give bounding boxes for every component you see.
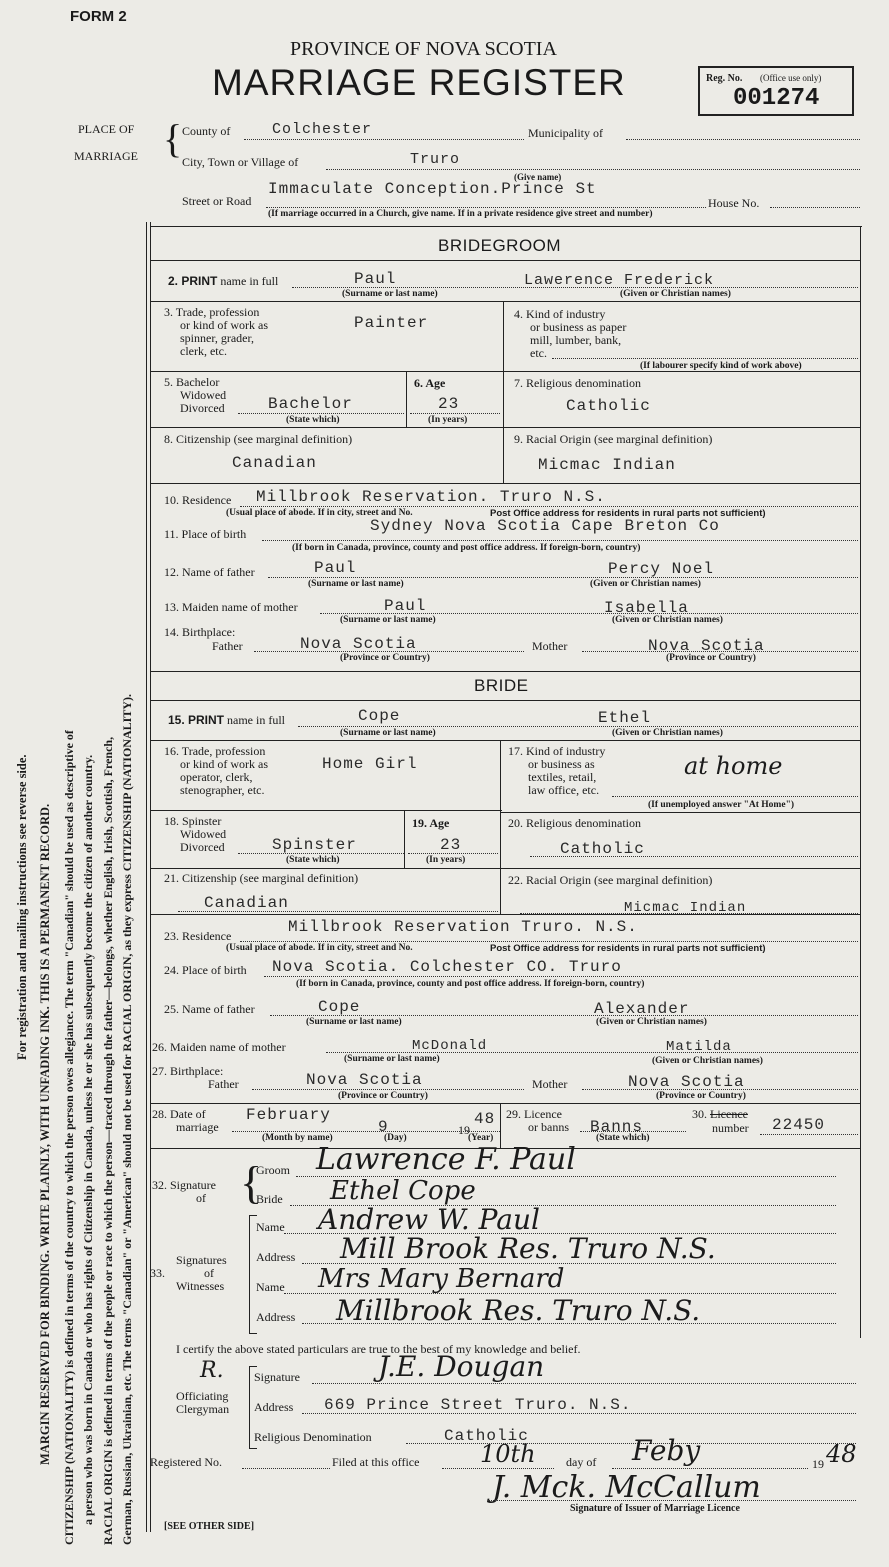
bride-citizenship: Canadian xyxy=(204,894,289,912)
filed-label: Filed at this office xyxy=(332,1455,420,1469)
f27-label: 27. Birthplace: xyxy=(152,1064,224,1078)
see-other-side: [SEE OTHER SIDE] xyxy=(164,1521,255,1532)
groom-years-note: (In years) xyxy=(428,415,468,425)
f26-label: 26. Maiden name of mother xyxy=(152,1040,286,1054)
bride-mother-bp: Nova Scotia xyxy=(628,1073,745,1091)
groom-father-surname: Paul xyxy=(314,559,357,577)
year-note: (Year) xyxy=(468,1133,494,1143)
bride-religion: Catholic xyxy=(560,840,645,858)
municipality-label: Municipality of xyxy=(528,126,603,140)
groom-father-given: Percy Noel xyxy=(608,560,715,578)
year-filed: 48 xyxy=(826,1440,857,1468)
f33-l2: of xyxy=(204,1266,214,1280)
father-province-note: (Province or Country) xyxy=(340,653,430,663)
margin-line-2: MARGIN RESERVED FOR BINDING. WRITE PLAINLY, WITH UNFADING INK. THIS IS A PERMANENT RECORD. xyxy=(38,803,52,1465)
bride-signature: Ethel Cope xyxy=(330,1176,476,1206)
banns-state-note: (State which) xyxy=(596,1133,650,1143)
bm-province-note: (Province or Country) xyxy=(656,1091,746,1101)
groom-age: 23 xyxy=(438,395,460,413)
f16-l3: operator, clerk, xyxy=(180,770,253,784)
bm-given-note: (Given or Christian names) xyxy=(652,1056,763,1066)
w1-name: Andrew W. Paul xyxy=(318,1203,540,1236)
f16-l1: 16. Trade, profession xyxy=(164,744,266,758)
f3-l1: 3. Trade, profession xyxy=(164,305,260,319)
f4-l4: etc. xyxy=(530,346,547,360)
bride-age: 23 xyxy=(440,836,462,854)
f14-label: 14. Birthplace: xyxy=(164,625,236,639)
groom-surname-note: (Surname or last name) xyxy=(342,289,438,299)
reg-box xyxy=(698,66,854,116)
f32-l1: 32. Signature xyxy=(152,1178,216,1192)
clergy-religion: Catholic xyxy=(444,1427,529,1445)
month-filed: Feby xyxy=(632,1434,701,1467)
f16-l4: stenographer, etc. xyxy=(180,783,265,797)
place-label-2: MARRIAGE xyxy=(74,149,139,163)
f10-label: 10. Residence xyxy=(164,493,232,507)
day-note: (Day) xyxy=(384,1133,407,1143)
f4-l3: mill, lumber, bank, xyxy=(530,333,622,347)
groom-mother-given: Isabella xyxy=(604,599,689,617)
clergy-address: 669 Prince Street Truro. N.S. xyxy=(324,1396,632,1414)
bride-father-bp: Nova Scotia xyxy=(306,1071,423,1089)
birth-note: (If born in Canada, province, county and post office address. If foreign-born, country) xyxy=(292,543,641,553)
street-value: Immaculate Conception.Prince St xyxy=(268,180,597,198)
w1-address: Mill Brook Res. Truro N.S. xyxy=(340,1232,716,1265)
w1-address-label: Address xyxy=(256,1250,296,1264)
certify-text: I certify the above stated particulars are true to the best of my knowledge and belief. xyxy=(176,1342,581,1356)
place-label-1: PLACE OF xyxy=(78,122,135,136)
groom-residence: Millbrook Reservation. Truro N.S. xyxy=(256,488,606,506)
give-name-note: (Give name) xyxy=(514,172,562,182)
groom-sig-label: Groom xyxy=(256,1163,290,1177)
marriage-month: February xyxy=(246,1106,331,1124)
bf-given-note: (Given or Christian names) xyxy=(596,1017,707,1027)
groom-heading: BRIDEGROOM xyxy=(438,236,562,255)
bride-mother-surname: McDonald xyxy=(412,1038,488,1054)
f27-mother-label: Mother xyxy=(532,1077,568,1091)
f22-label: 22. Racial Origin (see marginal definition) xyxy=(508,873,713,887)
bride-trade: Home Girl xyxy=(322,755,418,773)
f7-label: 7. Religious denomination xyxy=(514,376,641,390)
groom-father-bp: Nova Scotia xyxy=(300,635,417,653)
margin-line-6: German, Russian, Ukrainian, etc. The terms "Canadian" or "American" should not be used for RACIAL ORIGIN, as they express CITIZENSHIP (NATIONALITY). xyxy=(120,694,134,1545)
f14-father-label: Father xyxy=(212,639,243,653)
w2-name: Mrs Mary Bernard xyxy=(318,1264,565,1294)
bride-status: Spinster xyxy=(272,836,357,854)
f4-l2: or business as paper xyxy=(530,320,627,334)
f20-label: 20. Religious denomination xyxy=(508,816,641,830)
f30-l2: number xyxy=(712,1121,749,1135)
groom-state-note: (State which) xyxy=(286,415,340,425)
bf-surname-note: (Surname or last name) xyxy=(306,1017,402,1027)
margin-line-3: CITIZENSHIP (NATIONALITY) is defined in terms of the country to which the person owes allegiance. The term "Canadian" should be used as descriptive of xyxy=(62,730,76,1545)
father-given-note: (Given or Christian names) xyxy=(590,579,701,589)
reg-label: Reg. No. xyxy=(706,73,743,84)
county-label: County of xyxy=(182,124,231,138)
clergy-address-label: Address xyxy=(254,1400,294,1414)
groom-trade: Painter xyxy=(354,314,429,332)
w2-address-label: Address xyxy=(256,1310,296,1324)
bride-given-note: (Given or Christian names) xyxy=(612,728,723,738)
issuer-signature: J. Mck. McCallum xyxy=(492,1470,761,1505)
f17-l4: law office, etc. xyxy=(528,783,600,797)
f13-label: 13. Maiden name of mother xyxy=(164,600,298,614)
sig-brace: { xyxy=(240,1157,263,1208)
groom-status: Bachelor xyxy=(268,395,353,413)
bride-father-given: Alexander xyxy=(594,1000,690,1018)
house-label: House No. xyxy=(708,196,760,210)
res-note-a: (Usual place of abode. If in city, street and No. xyxy=(226,508,413,518)
day-filed: 10th xyxy=(480,1440,536,1468)
f21-label: 21. Citizenship (see marginal definition) xyxy=(164,871,359,885)
res2-note-b: Post Office address for residents in rural parts not sufficient) xyxy=(490,943,766,954)
res2-note-a: (Usual place of abode. If in city, street and No. xyxy=(226,943,413,953)
bride-surname: Cope xyxy=(358,707,401,725)
form-label: FORM 2 xyxy=(70,8,127,25)
f29-l1: 29. Licence xyxy=(506,1107,562,1121)
groom-signature: Lawrence F. Paul xyxy=(316,1142,576,1177)
f33-num: 33. xyxy=(150,1266,165,1280)
margin-line-5: RACIAL ORIGIN is defined in terms of the people or race to which the person—traced through the father—belongs, whether English, Irish, Scottish, French, xyxy=(101,736,115,1545)
bride-sig-label: Bride xyxy=(256,1192,283,1206)
registered-label: Registered No. xyxy=(150,1455,222,1469)
bride-years-note: (In years) xyxy=(426,855,466,865)
father-surname-note: (Surname or last name) xyxy=(308,579,404,589)
f11-label: 11. Place of birth xyxy=(164,527,247,541)
groom-religion: Catholic xyxy=(566,397,651,415)
f18-l1: 18. Spinster xyxy=(164,814,222,828)
bride-origin: Micmac Indian xyxy=(624,900,747,916)
f17-l3: textiles, retail, xyxy=(528,770,597,784)
f4-note: (If labourer specify kind of work above) xyxy=(640,361,802,371)
month-note: (Month by name) xyxy=(262,1133,333,1143)
licence-number: 22450 xyxy=(772,1116,826,1134)
f30-l1: 30. Licence xyxy=(692,1107,748,1121)
f24-label: 24. Place of birth xyxy=(164,963,247,977)
f28-l2: marriage xyxy=(176,1120,219,1134)
clergy-l1: Officiating xyxy=(176,1389,229,1403)
bride-industry: at home xyxy=(684,752,783,780)
f28-l1: 28. Date of xyxy=(152,1107,206,1121)
f3-l3: spinner, grader, xyxy=(180,331,255,345)
mother-given-note: (Given or Christian names) xyxy=(612,615,723,625)
margin-line-1: For registration and mailing instructions see reverse side. xyxy=(15,754,29,1060)
bride-birth: Nova Scotia. Colchester CO. Truro xyxy=(272,958,622,976)
f8-label: 8. Citizenship (see marginal definition) xyxy=(164,432,353,446)
county-value: Colchester xyxy=(272,121,373,138)
bride-residence: Millbrook Reservation Truro. N.S. xyxy=(288,918,638,936)
year-prefix: 19 xyxy=(458,1123,470,1137)
reg-number: 001274 xyxy=(733,85,820,112)
mother-province-note: (Province or Country) xyxy=(666,653,756,663)
w2-name-label: Name xyxy=(256,1280,285,1294)
f5-l1: 5. Bachelor xyxy=(164,375,220,389)
mother-surname-note: (Surname or last name) xyxy=(340,615,436,625)
province-heading: PROVINCE OF NOVA SCOTIA xyxy=(290,38,557,60)
clergy-mark: R. xyxy=(200,1358,224,1383)
bride-surname-note: (Surname or last name) xyxy=(340,728,436,738)
banns-value: Banns xyxy=(590,1118,644,1136)
groom-mother-surname: Paul xyxy=(384,597,427,615)
groom-mother-bp: Nova Scotia xyxy=(648,637,765,655)
day-of-label: day of xyxy=(566,1455,597,1469)
city-value: Truro xyxy=(410,151,461,168)
f16-l2: or kind of work as xyxy=(180,757,268,771)
f4-l1: 4. Kind of industry xyxy=(514,307,606,321)
f18-l2: Widowed xyxy=(180,827,227,841)
f3-l4: clerk, etc. xyxy=(180,344,227,358)
clergy-rel-label: Religious Denomination xyxy=(254,1430,372,1444)
f27-father-label: Father xyxy=(208,1077,239,1091)
f5-l2: Widowed xyxy=(180,388,227,402)
f14-mother-label: Mother xyxy=(532,639,568,653)
f5-l3: Divorced xyxy=(180,401,225,415)
bride-father-surname: Cope xyxy=(318,998,361,1016)
bride-state-note: (State which) xyxy=(286,855,340,865)
street-note: (If marriage occurred in a Church, give name. If in a private residence give street and number) xyxy=(268,209,653,219)
f3-l2: or kind of work as xyxy=(180,318,268,332)
issuer-label: Signature of Issuer of Marriage Licence xyxy=(570,1503,740,1514)
bm-surname-note: (Surname or last name) xyxy=(344,1054,440,1064)
groom-birth: Sydney Nova Scotia Cape Breton Co xyxy=(370,517,720,535)
reg-note: (Office use only) xyxy=(760,73,822,83)
bride-given: Ethel xyxy=(598,709,652,727)
f25-label: 25. Name of father xyxy=(164,1002,255,1016)
year-filed-prefix: 19 xyxy=(812,1457,824,1471)
res-note-b: Post Office address for residents in rural parts not sufficient) xyxy=(490,508,766,519)
street-label: Street or Road xyxy=(182,194,252,208)
f23-label: 23. Residence xyxy=(164,929,232,943)
clergy-sig-label: Signature xyxy=(254,1370,300,1384)
groom-origin: Micmac Indian xyxy=(538,456,676,474)
clergy-signature: J.E. Dougan xyxy=(378,1350,545,1383)
groom-surname: Paul xyxy=(354,270,397,288)
bride-mother-given: Matilda xyxy=(666,1039,732,1055)
place-brace: { xyxy=(163,116,183,161)
groom-given-note: (Given or Christian names) xyxy=(620,289,731,299)
marriage-day: 9 xyxy=(378,1118,389,1136)
marriage-year: 48 xyxy=(474,1110,496,1128)
f33-l3: Witnesses xyxy=(176,1279,225,1293)
f6-label: 6. Age xyxy=(414,376,446,390)
f32-l2: of xyxy=(196,1191,206,1205)
clergy-l2: Clergyman xyxy=(176,1402,230,1416)
f15-label: 15. PRINT name in full xyxy=(168,713,285,727)
groom-given: Lawerence Frederick xyxy=(524,272,715,289)
margin-line-4: a person who was born in Canada or who has rights of Citizenship in Canada, unless he or she has subsequently become the citizen of another country. xyxy=(81,754,95,1525)
f17-l2: or business as xyxy=(528,757,595,771)
bf-province-note: (Province or Country) xyxy=(338,1091,428,1101)
f17-note: (If unemployed answer "At Home") xyxy=(648,800,795,810)
w2-address: Millbrook Res. Truro N.S. xyxy=(336,1294,701,1327)
f9-label: 9. Racial Origin (see marginal definition) xyxy=(514,432,713,446)
f33-l1: Signatures xyxy=(176,1253,227,1267)
f18-l3: Divorced xyxy=(180,840,225,854)
f12-label: 12. Name of father xyxy=(164,565,255,579)
f19-label: 19. Age xyxy=(412,816,450,830)
f2-label: 2. PRINT name in full xyxy=(168,274,279,288)
f29-l2: or banns xyxy=(528,1120,569,1134)
f17-l1: 17. Kind of industry xyxy=(508,744,606,758)
birth2-note: (If born in Canada, province, county and post office address. If foreign-born, country) xyxy=(296,979,645,989)
bride-heading: BRIDE xyxy=(474,676,529,695)
groom-citizenship: Canadian xyxy=(232,454,317,472)
city-label: City, Town or Village of xyxy=(182,155,299,169)
w1-name-label: Name xyxy=(256,1220,285,1234)
page-title: MARRIAGE REGISTER xyxy=(212,62,626,103)
